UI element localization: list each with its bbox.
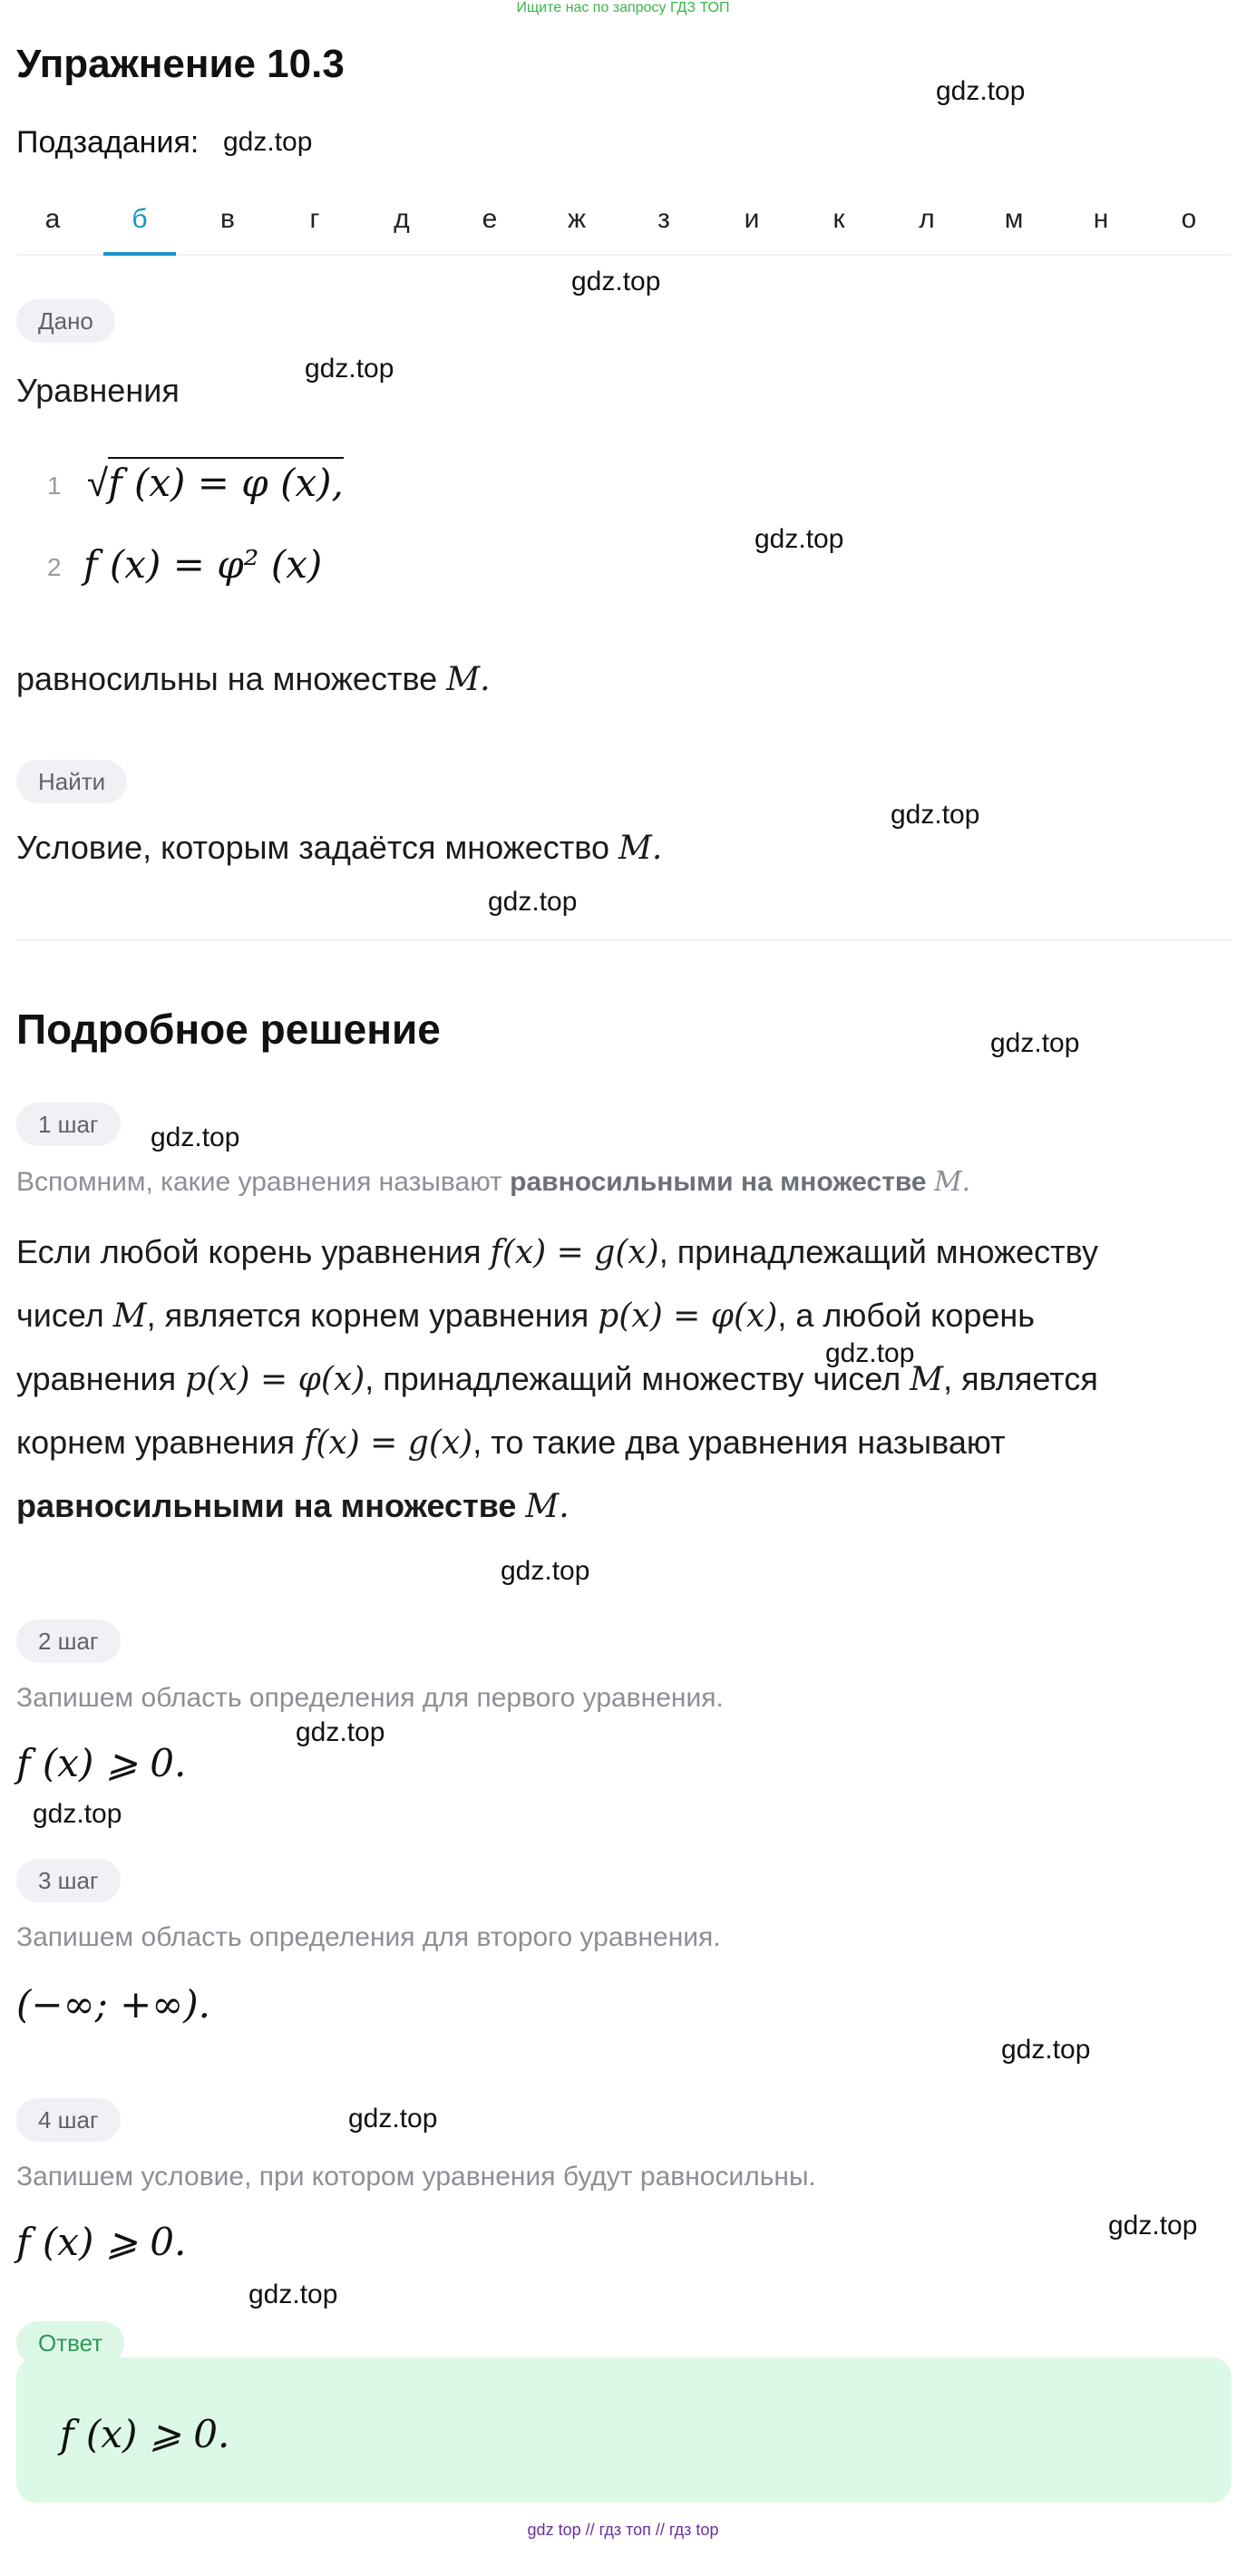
page-title: Упражнение 10.3: [16, 42, 345, 86]
given-pill: Дано: [16, 299, 115, 343]
text-segment: Если любой корень уравнения: [16, 1233, 491, 1270]
watermark: gdz.top: [1001, 2035, 1091, 2065]
text-segment: , является: [943, 1360, 1098, 1397]
watermark: gdz.top: [296, 1717, 385, 1747]
tab-k[interactable]: к: [832, 204, 845, 234]
watermark: gdz.top: [305, 354, 394, 384]
find-var: M.: [618, 830, 663, 867]
step-1-line-4: [16, 1424, 1006, 1462]
tab-o[interactable]: о: [1181, 204, 1197, 234]
watermark: gdz.top: [571, 267, 661, 296]
watermark: gdz.top: [348, 2104, 438, 2134]
text-segment: уравнения: [16, 1360, 186, 1397]
footer: gdz top // гдз топ // гдз top: [527, 2521, 719, 2539]
step-3-hint: Запишем область определения для второго уравнения.: [16, 1922, 721, 1952]
step-3-formula: (−∞; +∞).: [16, 1982, 210, 2027]
answer-formula: f (x) ⩾ 0.: [60, 2412, 230, 2456]
tab-v[interactable]: в: [220, 204, 235, 234]
tab-n[interactable]: н: [1093, 204, 1109, 234]
step-1-hint-text: Вспомним, какие уравнения называют: [16, 1167, 502, 1197]
step-1-hint: [16, 1166, 970, 1198]
watermark: gdz.top: [223, 127, 313, 157]
step-1-line-3: [16, 1360, 1098, 1398]
divider: [16, 939, 1231, 941]
tab-b[interactable]: б: [103, 181, 176, 254]
step-2-hint: Запишем область определения для первого уравнения.: [16, 1683, 724, 1713]
find-text-main: Условие, которым задаётся множество: [16, 829, 610, 866]
subtasks-label: Подзадания:: [16, 125, 200, 160]
formula-segment: f(x) = g(x): [304, 1424, 473, 1462]
subtask-tabs: [16, 181, 1231, 256]
tab-l[interactable]: л: [919, 204, 935, 234]
given-tail: [16, 660, 491, 698]
step-4-formula: f (x) ⩾ 0.: [16, 2220, 187, 2264]
text-segment: , принадлежащий множеству: [658, 1233, 1098, 1270]
text-segment: чисел: [16, 1297, 113, 1334]
step-2-formula: f (x) ⩾ 0.: [16, 1741, 187, 1785]
equation-number: 1: [47, 471, 62, 500]
tab-i[interactable]: и: [744, 204, 760, 234]
step-1-line-2: [16, 1297, 1035, 1335]
watermark: gdz.top: [151, 1123, 240, 1152]
step-4-hint: Запишем условие, при котором уравнения будут равносильны.: [16, 2162, 816, 2192]
step-1-hint-bold: равносильными на множестве: [510, 1167, 927, 1197]
watermark: gdz.top: [501, 1556, 590, 1586]
text-segment: , принадлежащий множеству чисел: [365, 1360, 910, 1397]
step-1-pill: 1 шаг: [16, 1103, 121, 1146]
formula-segment: p(x) = φ(x): [185, 1361, 365, 1398]
given-tail-var: M.: [446, 661, 491, 698]
equation-number: 2: [47, 553, 62, 581]
answer-box: [16, 2357, 1231, 2503]
given-heading: Уравнения: [16, 372, 180, 409]
watermark: gdz.top: [936, 76, 1026, 106]
step-4-pill: 4 шаг: [16, 2098, 121, 2142]
tab-g[interactable]: г: [309, 204, 320, 234]
formula-segment: p(x) = φ(x): [598, 1298, 778, 1335]
solution-title: Подробное решение: [16, 1006, 441, 1053]
step-1-var: M.: [525, 1488, 569, 1525]
equation-1-text: f (x) = φ (x),: [108, 457, 344, 505]
watermark: gdz.top: [1108, 2211, 1198, 2241]
tab-z[interactable]: з: [657, 204, 670, 234]
tab-zh[interactable]: ж: [567, 204, 587, 234]
watermark: gdz.top: [488, 887, 578, 917]
text-segment: , является корнем уравнения: [146, 1297, 599, 1334]
watermark: gdz.top: [33, 1799, 122, 1829]
watermark: gdz.top: [990, 1028, 1080, 1058]
answer-pill: Ответ: [16, 2321, 124, 2365]
find-pill: Найти: [16, 760, 127, 803]
tab-a[interactable]: а: [44, 204, 61, 234]
step-2-pill: 2 шаг: [16, 1619, 121, 1663]
text-segment: , то такие два уравнения называют: [472, 1424, 1006, 1461]
step-3-pill: 3 шаг: [16, 1859, 121, 1902]
step-1-line-5: [16, 1487, 569, 1525]
step-1-bold-term: равносильными на множестве: [16, 1487, 517, 1524]
given-tail-text: равносильны на множестве: [16, 660, 438, 697]
tab-e[interactable]: е: [482, 204, 498, 234]
formula-segment: M: [112, 1298, 147, 1335]
equation-1: √f (x) = φ (x),: [87, 461, 344, 505]
step-1-hint-var: M.: [933, 1166, 971, 1198]
find-text: [16, 829, 662, 867]
formula-segment: f(x) = g(x): [490, 1234, 659, 1271]
tab-d[interactable]: д: [394, 204, 410, 234]
watermark: gdz.top: [825, 1338, 915, 1368]
tab-m[interactable]: м: [1004, 204, 1024, 234]
equation-2: f (x) = φ² (x): [83, 542, 323, 587]
text-segment: , а любой корень: [777, 1297, 1036, 1334]
text-segment: корнем уравнения: [16, 1424, 305, 1461]
step-1-line-1: [16, 1233, 1098, 1271]
search-hint: Ищите нас по запросу ГДЗ ТОП: [516, 0, 730, 15]
watermark: gdz.top: [248, 2280, 338, 2309]
watermark: gdz.top: [754, 524, 844, 554]
watermark: gdz.top: [891, 800, 980, 830]
formula-segment: M: [910, 1361, 944, 1398]
